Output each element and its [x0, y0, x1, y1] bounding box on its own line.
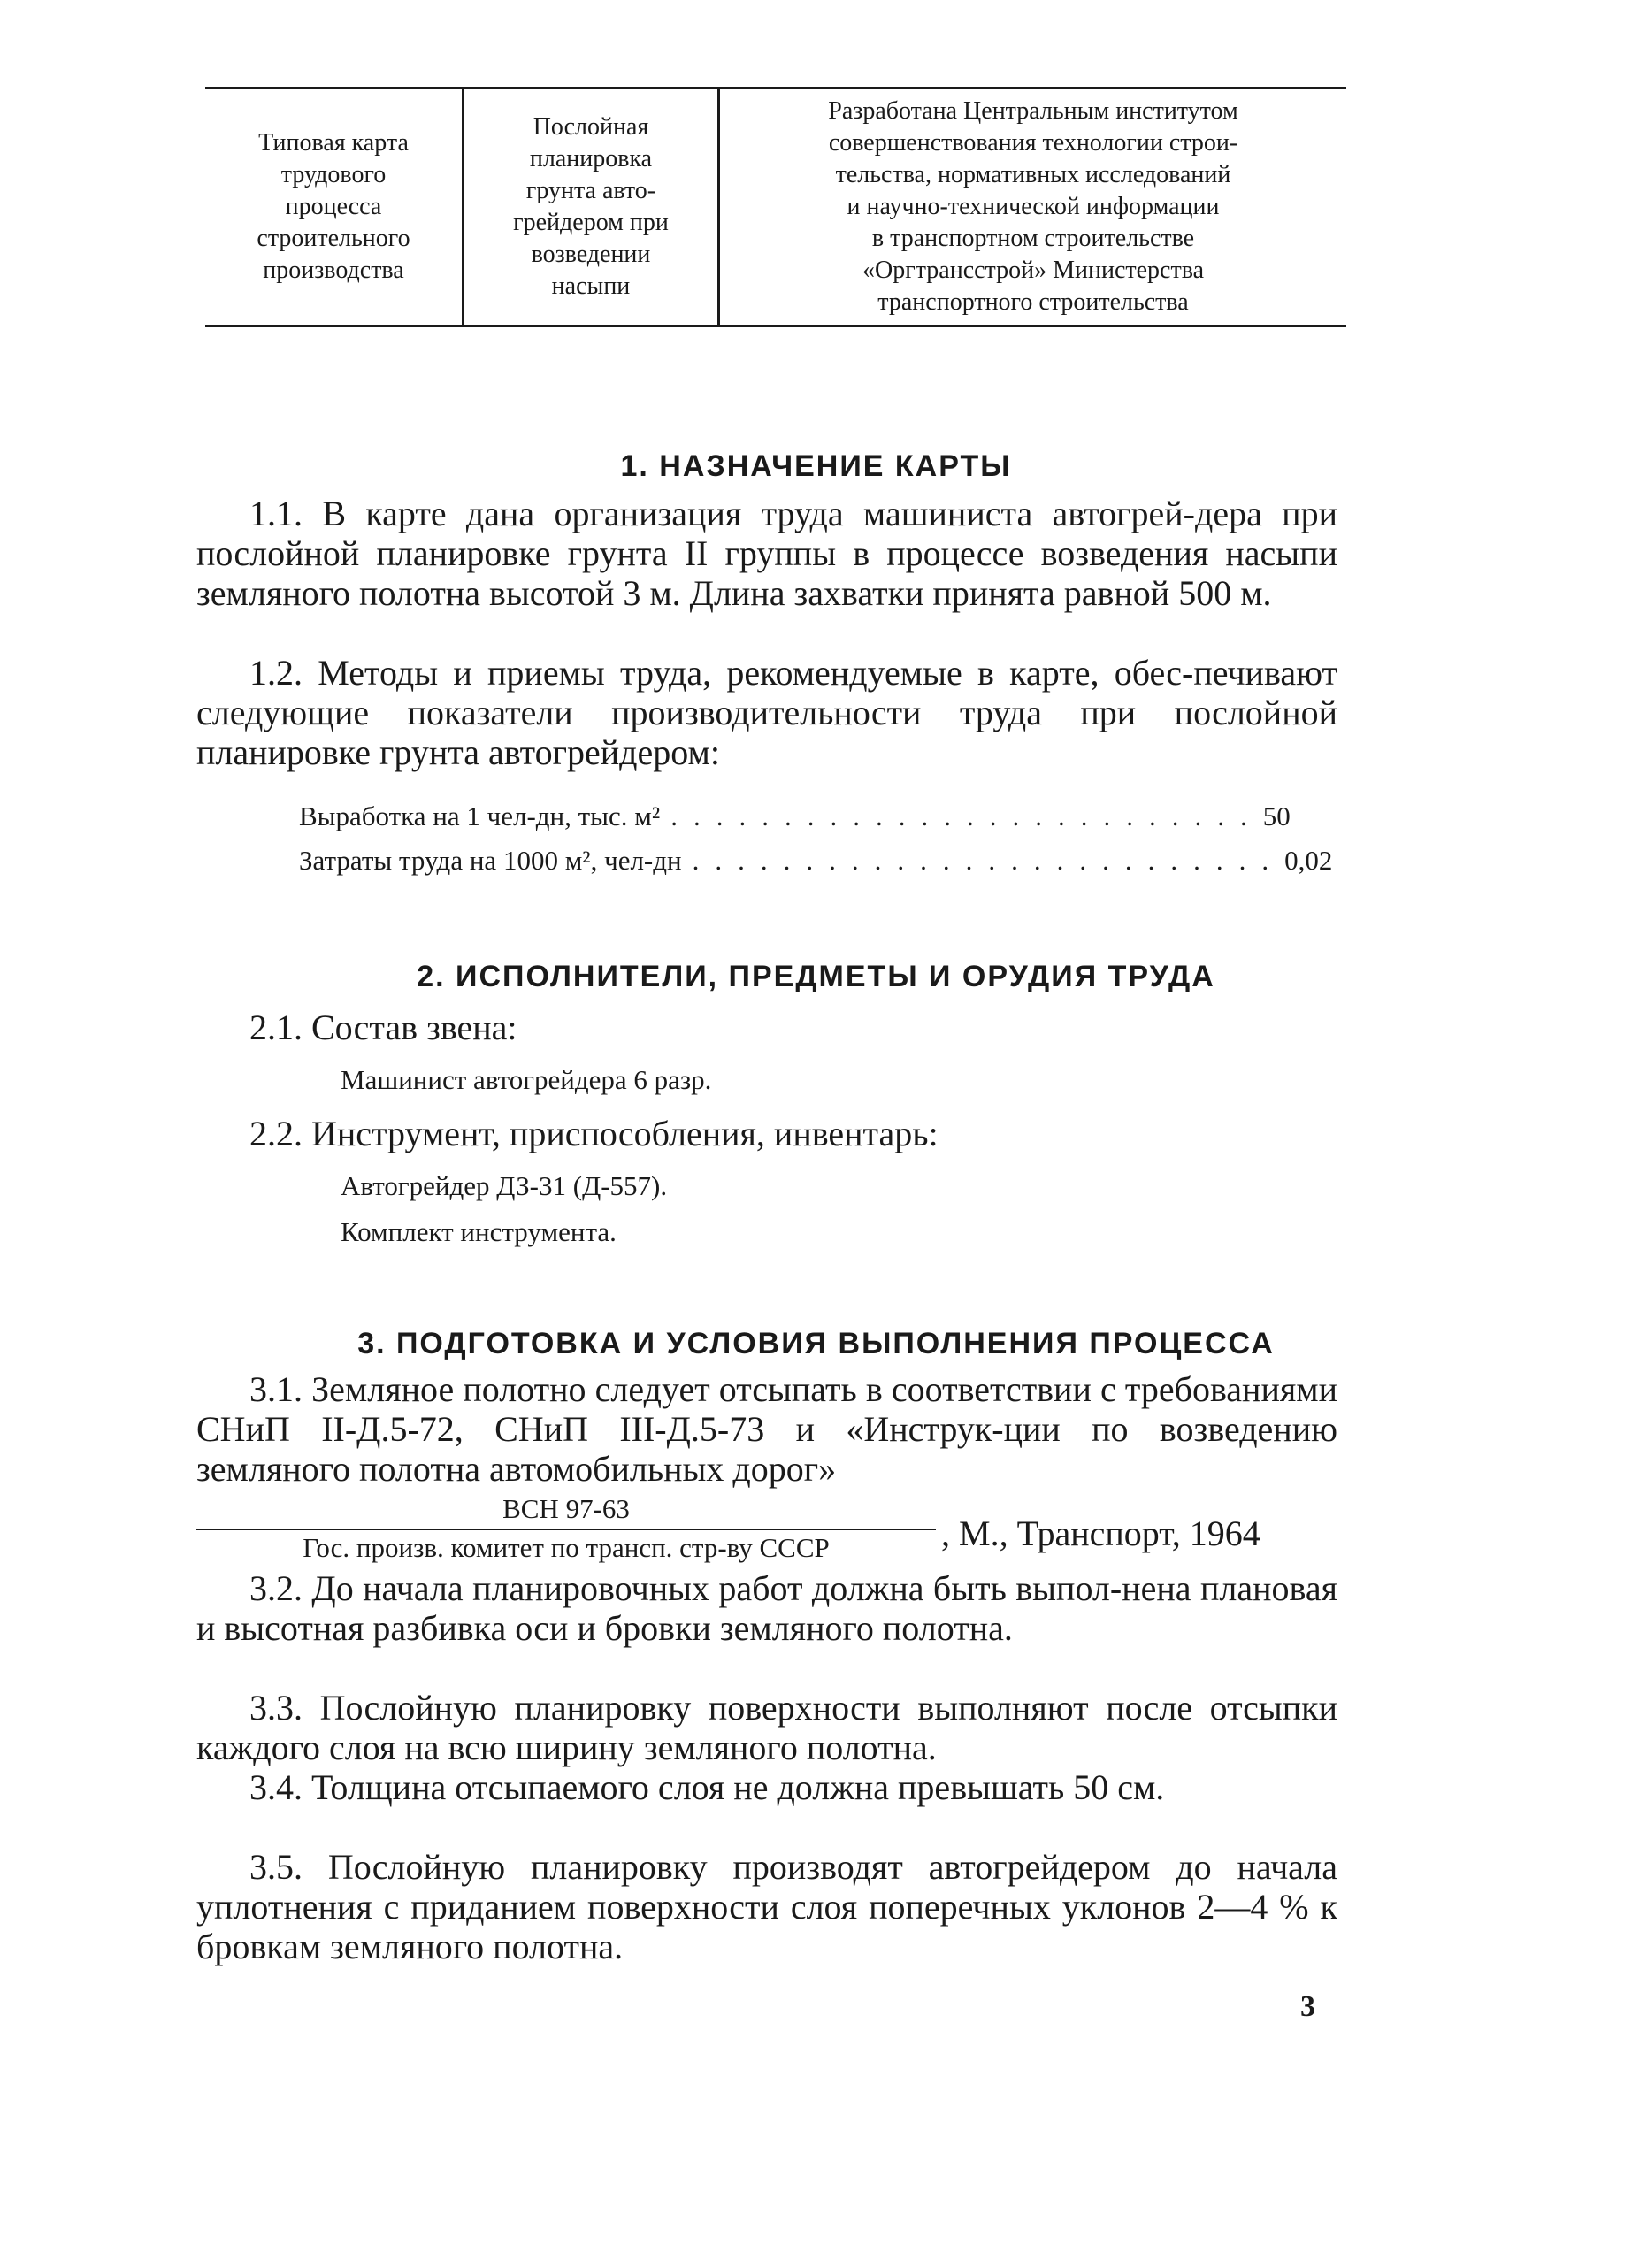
header-process-name: Послойная планировка грунта авто- грейдером при возведении насыпи: [462, 89, 720, 325]
metric-row-labor: [299, 845, 1333, 880]
crew-item: Машинист автогрейдера 6 разр.: [341, 1064, 712, 1095]
section-3-paragraph-2: 3.2. До начала планировочных работ должна быть выпол-нена плановая и высотная разбивка оси и бровки земляного полотна.: [196, 1568, 1337, 1648]
section-1-paragraph-2: 1.2. Методы и приемы труда, рекомендуемые в карте, обес-печивают следующие показатели производительности труда при послойной планировке грунта автогрейдером:: [196, 653, 1337, 772]
metric-value: 50: [1262, 801, 1291, 831]
header-table: [205, 87, 1346, 327]
tool-item-grader: Автогрейдер ДЗ-31 (Д-557).: [341, 1170, 668, 1201]
header-card-type: Типовая карта трудового процесса строительного производства: [257, 129, 410, 284]
header-developer: Разработана Центральным институтом совершенствования технологии строи- тельства, нормативных исследований и научно-технической информации в транспортном строительстве «Оргтрансстрой» Министерства транспортного строительства: [828, 97, 1238, 316]
section-1-paragraph-1: 1.1. В карте дана организация труда машиниста автогрей-дера при послойной планировке грунта II группы в процессе возведения насыпи земляного полотна высотой 3 м. Длина захватки принята равной 500 м.: [196, 494, 1337, 613]
section-3-paragraph-5: 3.5. Послойную планировку производят автогрейдером до начала уплотнения с приданием поверхности слоя поперечных уклонов 2—4 % к бровкам земляного полотна.: [196, 1847, 1337, 1966]
fraction-bar: [196, 1529, 936, 1530]
section-2-title: 2. ИСПОЛНИТЕЛИ, ПРЕДМЕТЫ И ОРУДИЯ ТРУДА: [417, 960, 1215, 993]
dot-leader: ..........................: [692, 845, 1285, 876]
dot-leader: ..........................: [670, 801, 1263, 831]
section-2-1-heading: 2.1. Состав звена:: [249, 1008, 517, 1047]
metric-label: Затраты труда на 1000 м², чел-дн: [299, 845, 682, 876]
section-3-paragraph-4: 3.4. Толщина отсыпаемого слоя не должна превышать 50 см.: [249, 1767, 1165, 1807]
tool-item-kit: Комплект инструмента.: [341, 1216, 617, 1247]
fraction-numerator: ВСН 97-63: [502, 1493, 630, 1524]
reference-publisher: , М., Транспорт, 1964: [941, 1513, 1260, 1553]
page-number: 3: [1300, 1990, 1315, 2023]
reference-fraction: [196, 1493, 936, 1564]
section-3-paragraph-1: 3.1. Земляное полотно следует отсыпать в соответствии с требованиями СНиП II-Д.5-72, СНиП III-Д.5-73 и «Инструк-ции по возведению земляного полотна автомобильных дорог»: [196, 1369, 1337, 1489]
section-3-title: 3. ПОДГОТОВКА И УСЛОВИЯ ВЫПОЛНЕНИЯ ПРОЦЕССА: [357, 1327, 1275, 1360]
section-1-title: 1. НАЗНАЧЕНИЕ КАРТЫ: [620, 449, 1012, 483]
metric-label: Выработка на 1 чел-дн, тыс. м²: [299, 801, 661, 831]
metric-value: 0,02: [1284, 845, 1333, 876]
reference-fraction-row: [196, 1493, 1337, 1573]
fraction-denominator: Гос. произв. комитет по трансп. стр-ву СССР: [303, 1532, 830, 1563]
metric-row-output: [299, 801, 1291, 836]
section-2-2-heading: 2.2. Инструмент, приспособления, инвентарь:: [249, 1114, 939, 1153]
section-3-paragraph-3: 3.3. Послойную планировку поверхности выполняют после отсыпки каждого слоя на всю ширину земляного полотна.: [196, 1688, 1337, 1767]
